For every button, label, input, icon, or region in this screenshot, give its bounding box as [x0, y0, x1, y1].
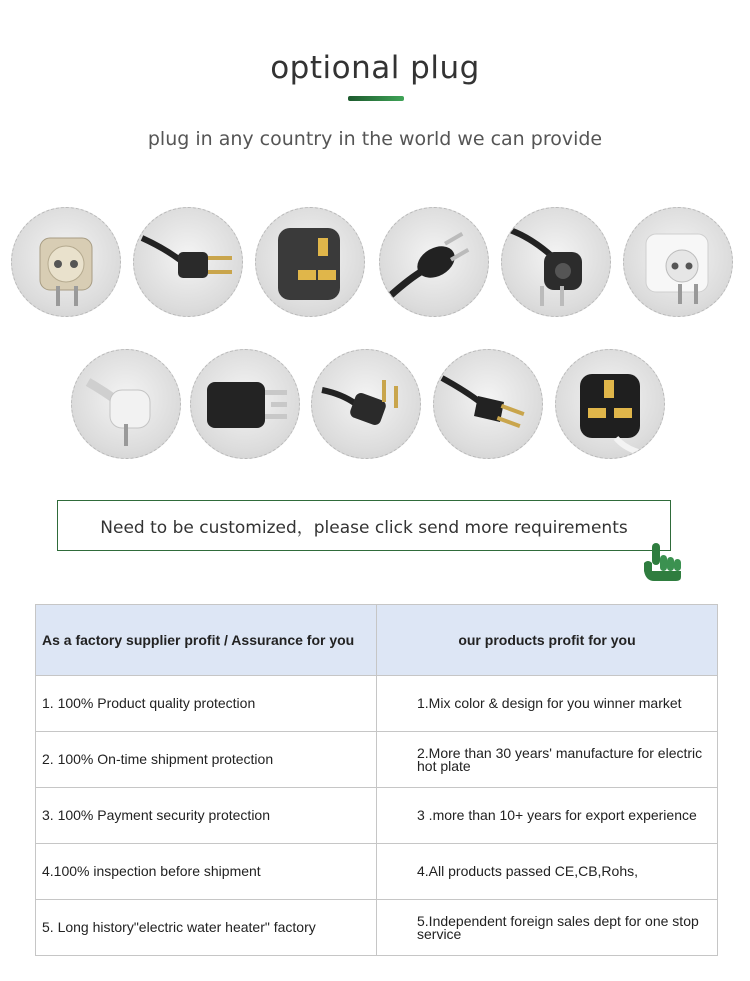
profit-table [35, 604, 718, 956]
table-cell: 3. 100% Payment security protection [36, 788, 377, 844]
angled-schuko-plug-icon [501, 207, 611, 317]
white-angled-schuko-plug-icon [71, 349, 181, 459]
header-products-profit: our products profit for you [377, 605, 718, 676]
table-row [36, 900, 718, 956]
header-factory-profit: As a factory supplier profit / Assurance for you [36, 605, 377, 676]
euro-two-pin-plug-icon [433, 349, 543, 459]
two-flat-pin-plug-icon [133, 207, 243, 317]
table-header-row [36, 605, 718, 676]
uk-fused-plug-icon [555, 349, 665, 459]
table-cell: 5.Independent foreign sales dept for one stop service [377, 900, 718, 956]
universal-adapter-plug-icon [11, 207, 121, 317]
page-title: optional plug [270, 50, 480, 86]
table-cell: 4.100% inspection before shipment [36, 844, 377, 900]
customize-request-button[interactable] [57, 500, 671, 551]
pointing-hand-icon[interactable] [640, 541, 684, 583]
table-cell: 2. 100% On-time shipment protection [36, 732, 377, 788]
table-cell: 4.All products passed CE,CB,Rohs, [377, 844, 718, 900]
table-cell: 1.Mix color & design for you winner market [377, 676, 718, 732]
schuko-plug-icon [379, 207, 489, 317]
table-row [36, 676, 718, 732]
table-row [36, 844, 718, 900]
customize-request-label: Need to be customized，please click send more requirements [100, 518, 628, 538]
page-subtitle: plug in any country in the world we can provide [147, 128, 603, 150]
us-three-pin-plug-icon [190, 349, 300, 459]
angled-three-pin-plug-icon [311, 349, 421, 459]
table-cell: 2.More than 30 years' manufacture for electric hot plate [377, 732, 718, 788]
table-cell: 1. 100% Product quality protection [36, 676, 377, 732]
white-adapter-plug-icon [623, 207, 733, 317]
table-cell: 5. Long history"electric water heater" factory [36, 900, 377, 956]
table-row [36, 788, 718, 844]
uk-three-pin-plug-icon [255, 207, 365, 317]
title-underline [348, 96, 404, 101]
table-row [36, 732, 718, 788]
table-cell: 3 .more than 10+ years for export experience [377, 788, 718, 844]
